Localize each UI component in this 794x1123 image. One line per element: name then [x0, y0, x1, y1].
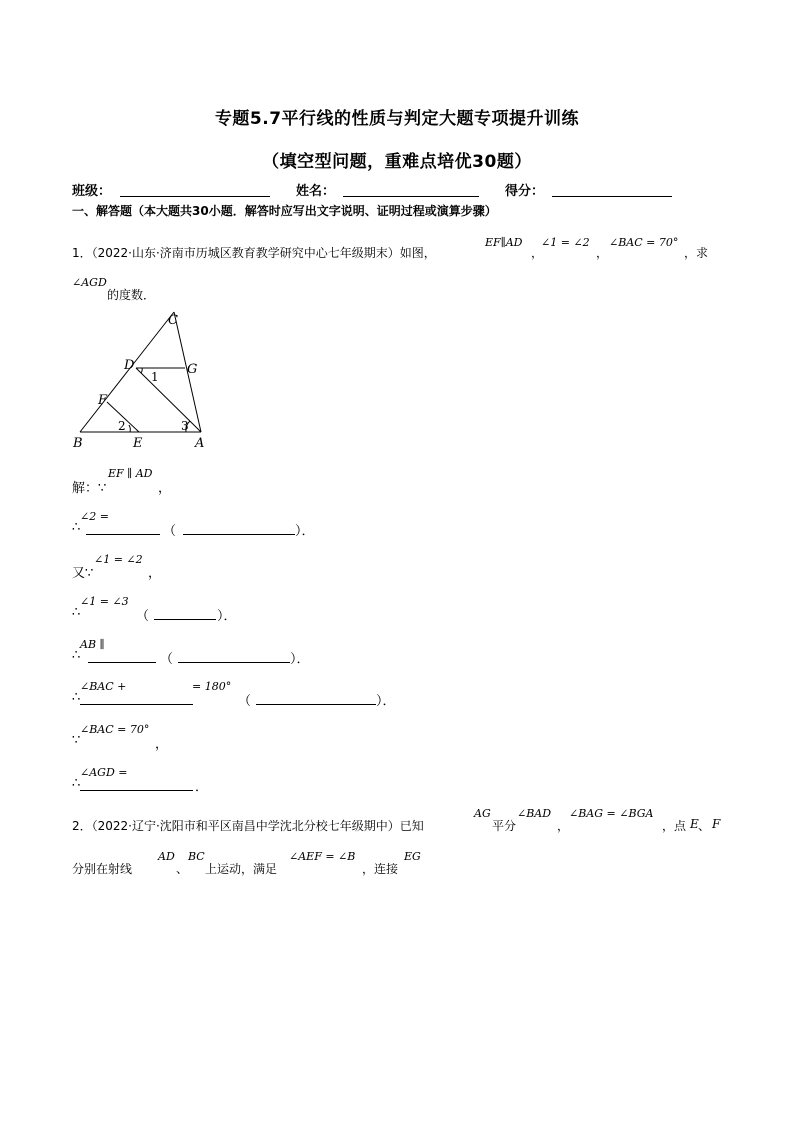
- s2-blank-reason[interactable]: [183, 534, 295, 535]
- s5-close-paren: ）．: [290, 652, 310, 667]
- class-label: 班级：: [72, 184, 112, 199]
- label-c: C: [168, 313, 178, 328]
- s6-blank-1[interactable]: [80, 704, 193, 705]
- q2-math-bad: ∠BAD: [517, 807, 552, 820]
- s1-prefix: 解：∵: [72, 481, 107, 496]
- s5-prefix: ∴: [72, 648, 81, 663]
- s6-math: ∠BAC +: [80, 680, 127, 693]
- s2-open-paren: （: [163, 524, 177, 539]
- q2-math-bc: BC: [188, 850, 205, 863]
- s6-close-paren: ）．: [376, 694, 396, 709]
- q1-tail: ，求: [684, 246, 709, 260]
- s4-open-paren: （: [136, 609, 150, 624]
- s7-math: ∠BAC = 70°: [80, 723, 150, 736]
- s5-open-paren: （: [160, 652, 174, 667]
- s6-blank-reason[interactable]: [256, 704, 376, 705]
- s4-prefix: ∴: [72, 605, 81, 620]
- s3-suffix: ，: [148, 566, 162, 581]
- s8-math: ∠AGD =: [80, 766, 128, 779]
- s5-blank-1[interactable]: [88, 662, 156, 663]
- segment-da: [136, 368, 201, 432]
- page-title: 专题5.7平行线的性质与判定大题专项提升训练: [214, 109, 580, 129]
- q2-math-ad: AD: [158, 850, 175, 863]
- name-field[interactable]: [343, 196, 479, 197]
- class-field[interactable]: [120, 196, 270, 197]
- q2-mid3: 上运动，满足: [205, 862, 278, 876]
- q2-prefix: 2．（2022·辽宁·沈阳市和平区南昌中学沈北分校七年级期中）已知: [72, 819, 424, 833]
- s8-period: ．: [195, 780, 209, 795]
- q1-prefix: 1．（2022·山东·济南市历城区教育教学研究中心七年级期末）如图，: [72, 246, 436, 260]
- q2-sep2: 、: [176, 862, 189, 876]
- section-heading: 一、解答题（本大题共30小题．解答时应写出文字说明、证明过程或演算步骤）: [72, 204, 497, 218]
- label-f: F: [98, 393, 108, 408]
- s5-math: AB ∥: [80, 638, 105, 651]
- s5-blank-reason[interactable]: [178, 662, 290, 663]
- q2-mid2: ，点: [662, 819, 687, 833]
- page-subtitle: （填空型问题，重难点培优30题）: [262, 152, 532, 172]
- q2-math-e: E: [690, 817, 699, 831]
- q1-comma-1: ，: [531, 246, 544, 260]
- label-a: A: [195, 436, 205, 451]
- label-d: D: [124, 358, 135, 373]
- q2-math-bag-bga: ∠BAG = ∠BGA: [569, 807, 654, 820]
- angle-label-1: 1: [151, 370, 159, 384]
- label-b: B: [73, 436, 83, 451]
- q2-comma: ，: [557, 819, 570, 833]
- s2-blank-1[interactable]: [86, 534, 160, 535]
- q1-line2: 的度数．: [107, 288, 156, 302]
- s2-prefix: ∴: [72, 520, 81, 535]
- s2-math: ∠2 =: [80, 510, 109, 523]
- q2-mid4: ，连接: [362, 862, 399, 876]
- score-field[interactable]: [552, 196, 672, 197]
- score-label: 得分：: [505, 184, 545, 199]
- s6-math2: = 180°: [192, 680, 232, 693]
- angle-label-2: 2: [118, 419, 126, 433]
- s4-math: ∠1 = ∠3: [80, 595, 129, 608]
- s8-blank-answer[interactable]: [80, 790, 193, 791]
- label-e: E: [133, 436, 143, 451]
- s2-close-paren: ）．: [295, 524, 315, 539]
- s1-math: EF ∥ AD: [108, 467, 153, 480]
- name-label: 姓名：: [296, 184, 336, 199]
- s3-prefix: 又∵: [72, 566, 94, 581]
- s3-math: ∠1 = ∠2: [94, 553, 143, 566]
- q2-math-ag: AG: [474, 807, 491, 820]
- s4-close-paren: ）．: [217, 609, 237, 624]
- q1-math-parallel: EF∥AD: [485, 236, 523, 249]
- s7-prefix: ∵: [72, 733, 81, 748]
- s7-suffix: ，: [155, 737, 169, 752]
- triangle-figure: [66, 305, 216, 455]
- q2-math-eg: EG: [404, 850, 421, 863]
- s6-prefix: ∴: [72, 690, 81, 705]
- q1-math-bac: ∠BAC = 70°: [609, 236, 679, 249]
- q2-math-aef: ∠AEF = ∠B: [289, 850, 356, 863]
- s4-blank-reason[interactable]: [154, 619, 216, 620]
- q1-math-agd: ∠AGD: [72, 276, 107, 289]
- q1-comma-2: ，: [596, 246, 609, 260]
- q2-mid1: 平分: [492, 819, 517, 833]
- s8-prefix: ∴: [72, 776, 81, 791]
- angle-label-3: 3: [181, 419, 189, 433]
- q1-math-angles-equal: ∠1 = ∠2: [541, 236, 590, 249]
- q2-sep: 、: [698, 819, 711, 833]
- s6-open-paren: （: [238, 694, 252, 709]
- q2-line2-prefix: 分别在射线: [72, 862, 133, 876]
- s1-suffix: ，: [158, 481, 172, 496]
- label-g: G: [187, 362, 198, 377]
- q2-math-f: F: [712, 817, 721, 831]
